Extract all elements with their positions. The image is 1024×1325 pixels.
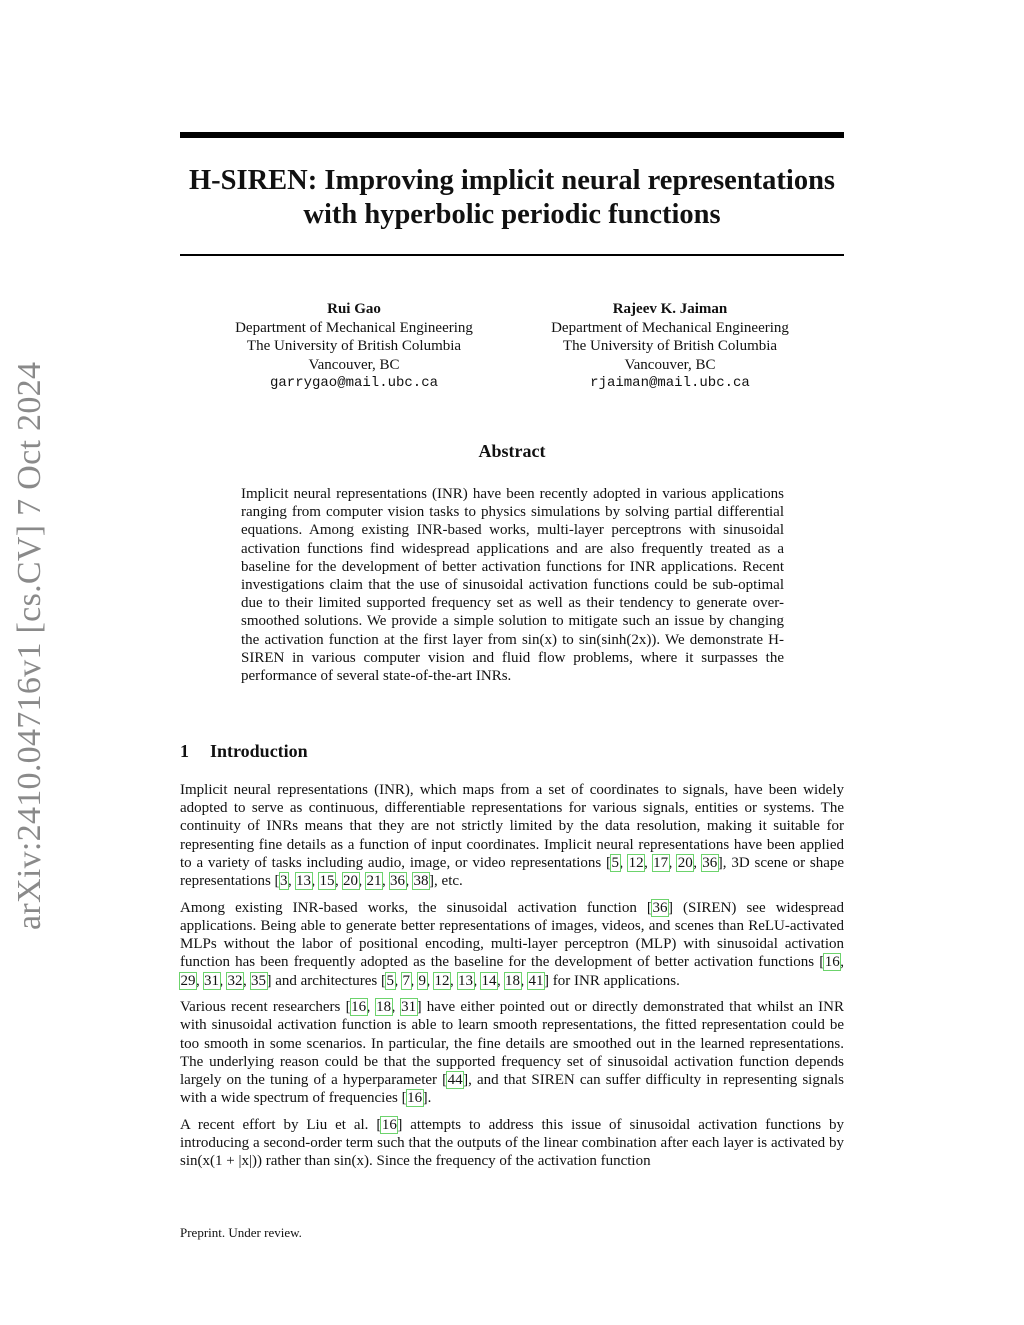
- footer-note: Preprint. Under review.: [180, 1225, 302, 1240]
- citation-separator: ,: [473, 972, 482, 989]
- citation-link[interactable]: 5: [611, 854, 620, 871]
- citation-link[interactable]: 13: [458, 972, 474, 989]
- author-department: Department of Mechanical Engineering: [551, 319, 789, 336]
- citation-link[interactable]: 32: [227, 972, 243, 989]
- paragraph-2: [180, 899, 844, 990]
- citation-separator: ,: [497, 972, 505, 989]
- text-run: ], etc.: [429, 873, 463, 890]
- author-name: Rui Gao: [327, 301, 381, 317]
- author-block-2: [520, 300, 820, 393]
- text-run: Various recent researchers [: [180, 999, 351, 1016]
- citation-link[interactable]: 16: [381, 1116, 397, 1133]
- citation-group: [280, 873, 430, 889]
- text-run: ] (SIREN) see widespread applications. Being able to generate better representations of images, videos, and scenes than ReLU-activated MLPs without the labor of positional encoding, multi-layer perceptron (MLP) with sinusoidal activation function has been frequently adopted as the baseline for the development of better activation functions [: [180, 899, 844, 971]
- title-line-2: with hyperbolic periodic functions: [303, 199, 721, 230]
- citation-link[interactable]: 14: [481, 972, 497, 989]
- author-location: Vancouver, BC: [308, 356, 400, 373]
- citation-link[interactable]: 16: [824, 954, 840, 971]
- citation-link[interactable]: 18: [376, 999, 392, 1016]
- citation-separator: ,: [382, 873, 390, 890]
- citation-separator: ,: [196, 972, 204, 989]
- section-title: Introduction: [210, 741, 308, 761]
- citation-separator: ,: [219, 972, 227, 989]
- author-email[interactable]: garrygao@mail.ubc.ca: [269, 375, 439, 391]
- citation-separator: ,: [358, 873, 367, 890]
- citation-link[interactable]: 17: [653, 854, 669, 871]
- section-heading-introduction: [180, 740, 308, 762]
- text-run: rather than: [261, 1153, 335, 1170]
- paragraph-1: [180, 781, 844, 890]
- citation-link[interactable]: 13: [296, 873, 312, 890]
- citation-separator: ,: [311, 873, 320, 890]
- citation-link[interactable]: 9: [418, 972, 427, 989]
- section-number: 1: [180, 741, 189, 761]
- citation-link[interactable]: 35: [251, 972, 266, 989]
- text-run: ] for INR applications.: [544, 972, 680, 989]
- citation-link[interactable]: 3: [280, 873, 288, 890]
- citation-link[interactable]: 31: [204, 972, 219, 989]
- citation-separator: ,: [391, 999, 401, 1016]
- text-run: ] attempts to address this issue of sinusoidal activation functions by introducing a second-order term such that the outputs of the linear combination after each layer is activated by: [180, 1116, 845, 1152]
- citation-separator: ,: [394, 972, 403, 989]
- citation-link[interactable]: 21: [366, 873, 382, 890]
- paragraph-4: [180, 1116, 844, 1171]
- text-run: ].: [422, 1090, 432, 1107]
- abstract-text: [241, 485, 784, 685]
- text-run: ], and that SIREN can suffer difficulty in representing signals with a wide spectrum of frequencies [: [180, 1072, 844, 1107]
- text-run: Among existing INR-based works, the sinusoidal activation function [: [180, 899, 652, 916]
- text-run: Implicit neural representations (INR), which maps from a set of coordinates to signals, have been widely adopted to serve as continuous, differentiable representations for various signals, entities or systems. The continuity of INRs means that they are not strictly limited by the data resolution, making it suitable for representing fine details as a function of input coordinates. Implicit neural representations have been applied to a variety of tasks including audio, image, or video representations [: [180, 782, 844, 871]
- citation-link[interactable]: 5: [386, 972, 395, 989]
- text-run: ] have either pointed out or directly demonstrated that whilst an INR with sinusoidal activation function is able to learn smooth representations, the fitted representation could be too smooth in some scenarios. In particular, the fine details are smoothed out in the learned representations. The underlying reason could be that the supported frequency set of sinusoidal activation function depends largely on the tuning of a hyperparameter [: [180, 999, 845, 1089]
- citation-separator: ,: [668, 854, 678, 871]
- math-expression: sin(x): [521, 631, 557, 648]
- abstract-heading: Abstract: [478, 441, 546, 461]
- citation-group: [351, 999, 417, 1015]
- citation-link[interactable]: 36: [390, 873, 406, 890]
- title-top-rule: [180, 132, 844, 138]
- citation-separator: ,: [644, 854, 653, 871]
- title-line-1: H-SIREN: Improving implicit neural representations: [188, 165, 836, 196]
- citation-separator: ,: [840, 954, 844, 971]
- citation-link[interactable]: 15: [319, 873, 335, 890]
- math-expression: sin(x): [334, 1153, 370, 1170]
- citation-separator: ,: [410, 972, 419, 989]
- citation-separator: ,: [366, 999, 376, 1016]
- author-university: The University of British Columbia: [246, 338, 462, 354]
- author-department: Department of Mechanical Engineering: [235, 319, 473, 336]
- math-expression: sin(x(1 + |x|)): [180, 1153, 262, 1170]
- citation-link[interactable]: 18: [505, 972, 521, 989]
- citation-link[interactable]: 31: [401, 999, 417, 1016]
- abstract-text-part: to: [556, 631, 579, 648]
- citation-separator: ,: [450, 972, 458, 989]
- citation-group: [611, 855, 718, 871]
- paper-title: [180, 164, 844, 232]
- citation-separator: ,: [520, 972, 529, 989]
- citation-separator: ,: [405, 873, 414, 890]
- citation-separator: ,: [288, 873, 296, 890]
- citation-separator: ,: [335, 873, 343, 890]
- citation-group: [386, 973, 544, 989]
- abstract-text-part: . We demonstrate H-SIREN in various computer vision and fluid flow problems, where it surpasses the performance of several state-of-the-art INRs.: [241, 631, 785, 685]
- citation-link[interactable]: 36: [652, 899, 668, 916]
- citation-link[interactable]: 20: [677, 854, 693, 871]
- text-run: . Since the frequency of the activation function: [369, 1153, 651, 1170]
- citation-link[interactable]: 12: [434, 972, 450, 989]
- author-email[interactable]: rjaiman@mail.ubc.ca: [590, 375, 750, 391]
- citation-link[interactable]: 36: [702, 854, 718, 871]
- citation-separator: ,: [619, 854, 629, 871]
- citation-separator: ,: [426, 972, 435, 989]
- text-run: ] and architectures [: [266, 972, 387, 989]
- citation-link[interactable]: 20: [343, 873, 359, 890]
- citation-link[interactable]: 38: [413, 873, 429, 890]
- paragraph-3: [180, 998, 844, 1107]
- arxiv-identifier-stamp: arXiv:2410.04716v1 [cs.CV] 7 Oct 2024: [11, 361, 48, 930]
- citation-link[interactable]: 16: [407, 1090, 423, 1107]
- citation-separator: ,: [243, 972, 251, 989]
- citation-link[interactable]: 16: [351, 999, 367, 1016]
- abstract-text-part: Implicit neural representations (INR) have been recently adopted in various applications ranging from computer vision tasks to physics simulations by solving partial differential equations. Among existing INR-based works, multi-layer perceptrons with sinusoidal activation functions find widespread applications and are also frequently treated as a baseline for the development of better activation functions for INR applications. Recent investigations claim that the use of sinusoidal activation functions could be sub-optimal due to their limited supported frequency set as well as their tendency to generate over-smoothed solutions. We provide a simple solution to mitigate such an issue by changing the activation function at the first layer from: [241, 486, 784, 648]
- citation-link[interactable]: 29: [180, 972, 196, 989]
- author-location: Vancouver, BC: [624, 356, 716, 373]
- citation-link[interactable]: 12: [628, 854, 644, 871]
- citation-separator: ,: [693, 854, 702, 871]
- citation-link[interactable]: 44: [447, 1072, 463, 1089]
- author-block-1: [204, 300, 504, 393]
- introduction-body: [180, 781, 844, 1179]
- author-university: The University of British Columbia: [562, 338, 778, 354]
- text-run: A recent effort by Liu et al. [: [180, 1116, 382, 1133]
- text-run: ], 3D scene or shape representations [: [180, 854, 845, 890]
- author-name: Rajeev K. Jaiman: [612, 301, 728, 317]
- citation-link[interactable]: 7: [402, 972, 411, 989]
- math-expression: sin(sinh(2x)): [578, 631, 657, 648]
- title-bottom-rule: [180, 254, 844, 256]
- citation-link[interactable]: 41: [528, 972, 544, 989]
